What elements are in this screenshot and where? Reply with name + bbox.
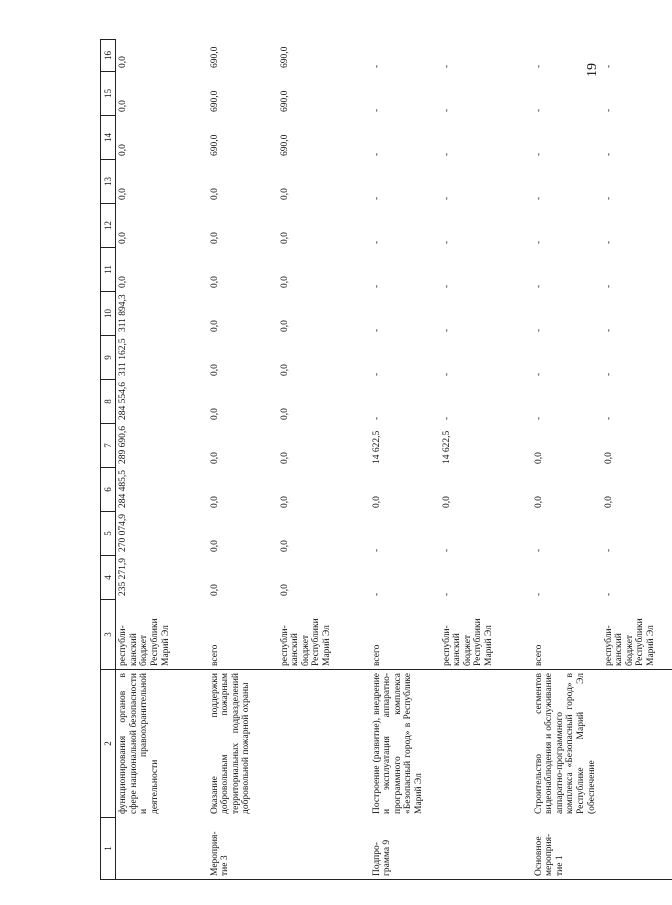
- value-cell: -: [603, 372, 614, 376]
- activity-cell: [278, 818, 370, 880]
- value-cell: -: [533, 152, 544, 156]
- value-cell: 690,0: [279, 90, 290, 112]
- value-cell: 0,0: [279, 188, 290, 200]
- activity-cell: [602, 818, 672, 880]
- funding-source-cell: республи-канский бюджет Республики Марий Эл: [116, 600, 208, 670]
- value-cell: 0,0: [209, 408, 220, 420]
- activity-cell: [116, 818, 208, 880]
- value-cell: 0,0: [279, 276, 290, 288]
- header-cell: 6: [101, 468, 116, 512]
- value-cell: 14 622,5: [371, 430, 382, 464]
- rotated-table-container: [100, 40, 656, 880]
- value-cell: 690,0: [279, 134, 290, 156]
- value-cell: -: [441, 548, 452, 552]
- value-cell: 0,0: [603, 496, 614, 508]
- value-cell: -: [533, 372, 544, 376]
- description-cell: Оказание поддержки добровольным пожарным территориальных подразделений добровольной пожарной охраны: [209, 673, 252, 814]
- value-cell: 0,0: [209, 232, 220, 244]
- activity-cell: Мероприя-тие 3: [208, 818, 278, 880]
- header-cell: 5: [101, 512, 116, 556]
- header-cell: 14: [101, 116, 116, 160]
- value-cell: 284 485,5: [118, 470, 128, 508]
- funding-source-cell: всего: [370, 600, 440, 670]
- value-cell: -: [371, 416, 382, 420]
- value-cell: -: [533, 108, 544, 112]
- value-cell: 0,0: [279, 540, 290, 552]
- funding-source-cell: республи-канский бюджет Республики Марий Эл: [278, 600, 370, 670]
- value-cell: 0,0: [118, 276, 128, 288]
- value-cell: 0,0: [209, 276, 220, 288]
- value-cell: -: [533, 328, 544, 332]
- value-cell: 0,0: [118, 144, 128, 156]
- table-row: [440, 40, 532, 880]
- value-cell: -: [603, 196, 614, 200]
- value-cell: -: [533, 548, 544, 552]
- value-cell: 0,0: [603, 452, 614, 464]
- value-cell: 0,0: [209, 540, 220, 552]
- value-cell: -: [371, 152, 382, 156]
- activity-cell: Основное мероприя-тие 1: [532, 818, 602, 880]
- value-cell: 0,0: [118, 188, 128, 200]
- value-cell: 0,0: [441, 496, 452, 508]
- value-cell: -: [441, 372, 452, 376]
- header-cell: 7: [101, 424, 116, 468]
- value-cell: -: [371, 284, 382, 288]
- value-cell: -: [371, 372, 382, 376]
- value-cell: -: [533, 240, 544, 244]
- header-cell: 3: [101, 600, 116, 670]
- value-cell: 0,0: [279, 584, 290, 596]
- value-cell: 0,0: [279, 408, 290, 420]
- value-cell: -: [603, 64, 614, 68]
- value-cell: 690,0: [209, 134, 220, 156]
- value-cell: -: [371, 196, 382, 200]
- value-cell: 270 074,9: [118, 514, 128, 552]
- value-cell: -: [371, 240, 382, 244]
- table-row: [532, 40, 602, 880]
- value-cell: 0,0: [279, 232, 290, 244]
- header-cell: 2: [101, 670, 116, 818]
- value-cell: 0,0: [279, 364, 290, 376]
- value-cell: 0,0: [371, 496, 382, 508]
- value-cell: -: [603, 416, 614, 420]
- value-cell: 0,0: [118, 56, 128, 68]
- activity-cell: [440, 818, 532, 880]
- value-cell: -: [441, 284, 452, 288]
- value-cell: 14 622,5: [441, 430, 452, 464]
- table-body: [116, 40, 672, 880]
- header-cell: 10: [101, 292, 116, 336]
- value-cell: -: [533, 196, 544, 200]
- value-cell: -: [603, 240, 614, 244]
- value-cell: -: [441, 240, 452, 244]
- value-cell: -: [441, 64, 452, 68]
- header-cell: 11: [101, 248, 116, 292]
- value-cell: -: [603, 548, 614, 552]
- value-cell: -: [441, 416, 452, 420]
- value-cell: 690,0: [209, 46, 220, 68]
- value-cell: 289 690,6: [118, 426, 128, 464]
- value-cell: 0,0: [209, 584, 220, 596]
- value-cell: 311 894,3: [118, 294, 128, 332]
- value-cell: -: [603, 592, 614, 596]
- description-cell: функционирования органов в сфере национальной безопасности и правоохранительной деятельности: [118, 673, 160, 814]
- value-cell: -: [441, 152, 452, 156]
- value-cell: -: [533, 64, 544, 68]
- value-cell: 0,0: [533, 452, 544, 464]
- value-cell: -: [441, 328, 452, 332]
- value-cell: 0,0: [279, 320, 290, 332]
- table-row: [370, 40, 440, 880]
- value-cell: 0,0: [209, 188, 220, 200]
- value-cell: -: [371, 108, 382, 112]
- table-row: [278, 40, 370, 880]
- value-cell: -: [603, 108, 614, 112]
- table-row: [602, 40, 672, 880]
- description-cell: Строительство сегментов видеонаблюдения и обслуживание аппаратно-программного комплекса «Безопасный город» в Республике Марий Эл (обеспечение: [533, 673, 597, 814]
- header-cell: 9: [101, 336, 116, 380]
- value-cell: -: [441, 196, 452, 200]
- funding-source-cell: республи-канский бюджет Республики Марий Эл: [602, 600, 672, 670]
- value-cell: -: [603, 284, 614, 288]
- page-number: 19: [585, 63, 600, 77]
- value-cell: -: [533, 284, 544, 288]
- value-cell: 0,0: [279, 496, 290, 508]
- funding-source-cell: всего: [208, 600, 278, 670]
- value-cell: -: [533, 416, 544, 420]
- value-cell: -: [533, 592, 544, 596]
- header-cell: 8: [101, 380, 116, 424]
- value-cell: 235 271,9: [118, 558, 128, 596]
- activity-cell: Подпро-грамма 9: [370, 818, 440, 880]
- value-cell: 311 162,5: [118, 338, 128, 376]
- value-cell: -: [603, 328, 614, 332]
- header-cell: 1: [101, 818, 116, 880]
- value-cell: -: [371, 592, 382, 596]
- table-row: [116, 40, 208, 880]
- value-cell: -: [603, 152, 614, 156]
- value-cell: -: [371, 548, 382, 552]
- header-cell: 4: [101, 556, 116, 600]
- value-cell: -: [371, 328, 382, 332]
- value-cell: 0,0: [533, 496, 544, 508]
- header-cell: 15: [101, 72, 116, 116]
- description-cell: [602, 670, 672, 818]
- value-cell: 0,0: [209, 452, 220, 464]
- header-cell: 16: [101, 40, 116, 72]
- description-cell: Построение (развитие), внедрение и эксплуатация аппаратно-программного комплекса «Безопасный город» в Республике Марий Эл: [371, 673, 424, 814]
- funding-source-cell: всего: [532, 600, 602, 670]
- value-cell: 690,0: [279, 46, 290, 68]
- value-cell: 0,0: [209, 364, 220, 376]
- description-cell: [278, 670, 370, 818]
- value-cell: -: [371, 64, 382, 68]
- value-cell: -: [441, 108, 452, 112]
- value-cell: 0,0: [209, 320, 220, 332]
- value-cell: 690,0: [209, 90, 220, 112]
- value-cell: -: [441, 592, 452, 596]
- value-cell: 284 554,6: [118, 382, 128, 420]
- description-cell: [440, 670, 532, 818]
- value-cell: 0,0: [118, 232, 128, 244]
- table-row: [208, 40, 278, 880]
- header-cell: 12: [101, 204, 116, 248]
- value-cell: 0,0: [209, 496, 220, 508]
- header-cell: 13: [101, 160, 116, 204]
- header-row: [101, 40, 116, 880]
- value-cell: 0,0: [118, 100, 128, 112]
- value-cell: 0,0: [279, 452, 290, 464]
- funding-source-cell: республи-канский бюджет Республики Марий Эл: [440, 600, 532, 670]
- budget-table: [100, 39, 672, 880]
